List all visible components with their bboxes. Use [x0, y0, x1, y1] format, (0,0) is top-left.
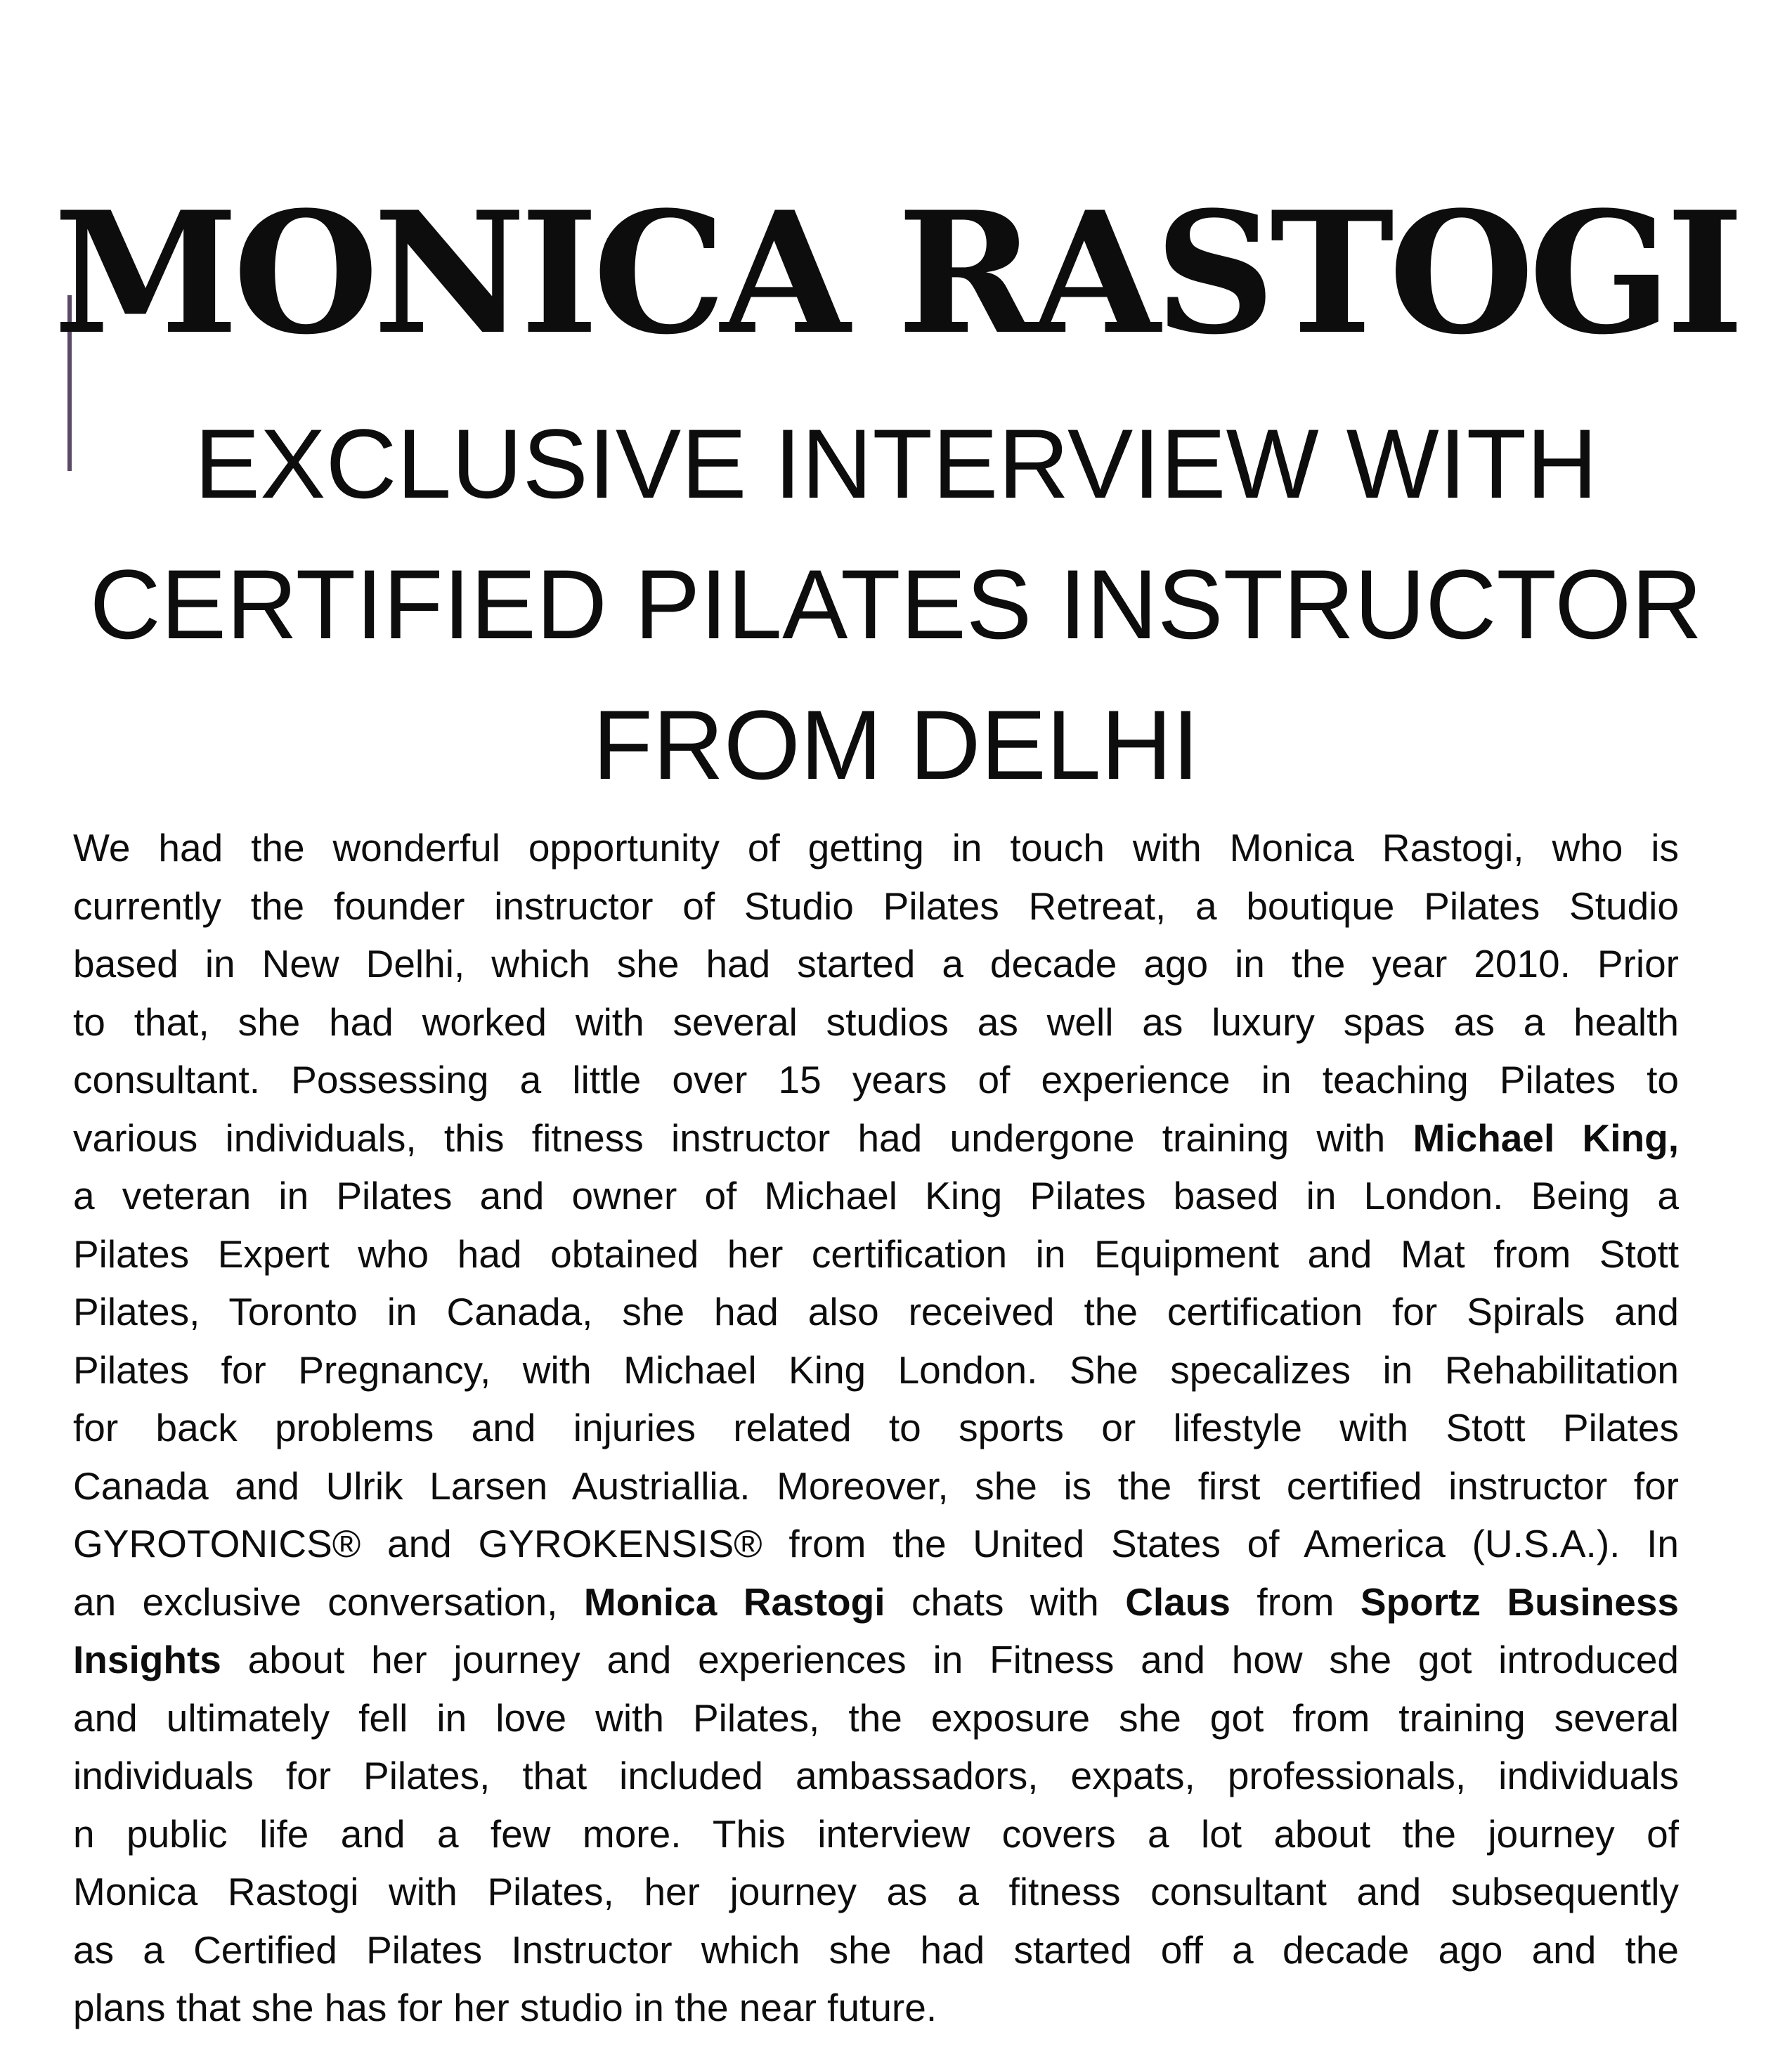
intro-text-run: Monica Rastogi with Pilates, her journey as a fitness consultant and subsequently — [73, 1870, 1679, 1913]
intro-text-run: and ultimately fell in love with Pilates, the exposure she got from training several — [73, 1695, 1679, 1740]
bold-name-text: Monica Rastogi — [583, 1579, 885, 1624]
intro-line — [73, 877, 1679, 936]
intro-line — [73, 1457, 1679, 1516]
bold-name-text: Claus — [1125, 1579, 1231, 1624]
intro-line — [73, 1747, 1679, 1805]
intro-text-run: currently the founder instructor of Studio Pilates Retreat, a boutique Pilates Studio — [73, 884, 1679, 928]
intro-text-run: Pilates for Pregnancy, with Michael King London. She specalizes in Rehabilitation — [73, 1348, 1679, 1392]
intro-text-run: to that, she had worked with several studios as well as luxury spas as a health — [73, 1000, 1679, 1044]
intro-text-run: chats with — [885, 1579, 1126, 1624]
intro-text-run: individuals for Pilates, that included ambassadors, expats, professionals, individuals — [73, 1754, 1679, 1797]
intro-line — [73, 1515, 1679, 1573]
article-title: MONICA RASTOGI — [53, 176, 1739, 372]
intro-line — [73, 1167, 1679, 1225]
intro-text-run: consultant. Possessing a little over 15 years of experience in teaching Pilates to — [73, 1058, 1679, 1101]
intro-text-run: about her journey and experiences in Fitness and how she got introduced — [221, 1638, 1679, 1681]
bold-name-text: Sportz Business — [1360, 1579, 1680, 1624]
intro-text-run: Canada and Ulrik Larsen Austriallia. Moreover, she is the first certified instructor for — [73, 1463, 1679, 1508]
bold-name-text: Michael King, — [1413, 1116, 1679, 1160]
intro-paragraph — [73, 819, 1679, 2037]
intro-text-run: based in New Delhi, which she had started a decade ago in the year 2010. Prior — [73, 942, 1679, 985]
intro-text-run: We had the wonderful opportunity of getting in touch with Monica Rastogi, who is — [73, 826, 1679, 870]
intro-text-run: as a Certified Pilates Instructor which she had started off a decade ago and the — [73, 1927, 1679, 1972]
intro-text-run: a veteran in Pilates and owner of Michael King Pilates based in London. Being a — [73, 1174, 1679, 1217]
intro-text-run: Pilates, Toronto in Canada, she had also received the certification for Spirals and — [73, 1290, 1679, 1333]
intro-line — [73, 1283, 1679, 1341]
article-subtitle — [0, 394, 1792, 815]
bold-name-text: Insights — [73, 1638, 221, 1681]
intro-line — [73, 1109, 1679, 1168]
intro-text-run: Pilates Expert who had obtained her certification in Equipment and Mat from Stott — [73, 1232, 1679, 1276]
subtitle-line: CERTIFIED PILATES INSTRUCTOR — [89, 549, 1703, 659]
intro-text-run: for back problems and injuries related to sports or lifestyle with Stott Pilates — [73, 1406, 1679, 1449]
intro-line — [73, 1805, 1679, 1863]
intro-text-run: from — [1230, 1579, 1361, 1624]
intro-line — [73, 993, 1679, 1052]
intro-text-run: various individuals, this fitness instructor had undergone training with — [73, 1116, 1413, 1160]
subtitle-line: EXCLUSIVE INTERVIEW WITH — [194, 408, 1598, 519]
intro-line — [73, 935, 1679, 993]
intro-line — [73, 1341, 1679, 1400]
intro-line — [73, 1631, 1679, 1689]
intro-line — [73, 1921, 1679, 1979]
intro-line — [73, 1051, 1679, 1109]
intro-text-run: GYROTONICS® and GYROKENSIS® from the United States of America (U.S.A.). In — [73, 1522, 1679, 1565]
intro-line — [73, 1689, 1679, 1747]
intro-text-run: an exclusive conversation, — [73, 1579, 584, 1624]
subtitle-line: FROM DELHI — [592, 690, 1200, 800]
intro-line — [73, 1225, 1679, 1284]
intro-line — [73, 1399, 1679, 1457]
intro-line — [73, 1863, 1679, 1921]
intro-text-run: n public life and a few more. This interview covers a lot about the journey of — [73, 1811, 1679, 1856]
intro-text-run: plans that she has for her studio in the near future. — [73, 1986, 937, 2029]
intro-line — [73, 819, 1679, 877]
intro-line — [73, 1573, 1679, 1631]
intro-line — [73, 1979, 1679, 2037]
